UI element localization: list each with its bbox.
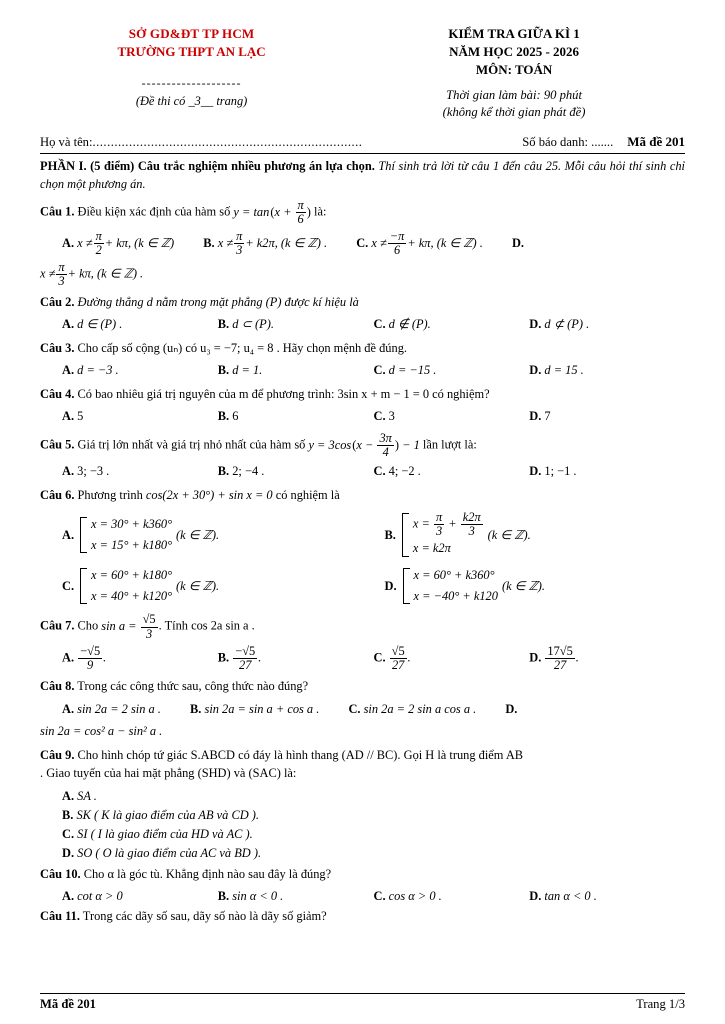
exam-code: Mã đề 201: [627, 134, 685, 149]
option-a[interactable]: A. 3; −3 .: [62, 464, 110, 479]
question-8-number: Câu 8.: [40, 678, 75, 693]
question-2-options: [40, 316, 685, 334]
question-3-number: Câu 3.: [40, 341, 75, 356]
subject: MÔN: TOÁN: [475, 62, 553, 77]
question-5-number: Câu 5.: [40, 437, 75, 452]
exam-title: KIỂM TRA GIỮA KÌ 1: [448, 26, 580, 41]
option-b[interactable]: B. sin 2a = sin a + cos a .: [190, 701, 320, 716]
question-7-options: [40, 645, 685, 672]
question-3-options: [40, 362, 685, 380]
header-right-block: [343, 26, 685, 120]
option-c[interactable]: C. x ≠ $\frac{-\pi}{6}$ + kπ, (k ∈ ℤ) .: [356, 229, 483, 258]
question-6-options-row2: [40, 565, 685, 607]
question-2-number: Câu 2.: [40, 295, 75, 310]
question-9-number: Câu 9.: [40, 747, 75, 762]
question-11-number: Câu 11.: [40, 908, 80, 923]
part-1-title: PHẦN I. (5 điểm) Câu trắc nghiệm nhiều phương án lựa chọn.: [40, 159, 375, 173]
footer-exam-code: Mã đề 201: [40, 997, 96, 1011]
question-7: [40, 613, 685, 640]
option-c[interactable]: C. d = −15 .: [373, 363, 437, 378]
question-10: [40, 866, 685, 884]
question-7-stem-post: . Tính cos 2a sin a .: [158, 618, 255, 633]
candidate-info-line: [40, 134, 685, 154]
question-10-number: Câu 10.: [40, 866, 81, 881]
page-footer: [40, 993, 685, 1012]
option-a[interactable]: A. $\frac{-√5}{9}$ .: [62, 643, 107, 672]
question-11: [40, 908, 685, 926]
school-name: TRƯỜNG THPT AN LẠC: [117, 44, 266, 59]
question-5-stem-pre: Giá trị lớn nhất và giá trị nhỏ nhất của hàm số: [74, 437, 309, 452]
option-d[interactable]: D. x = 60° + k360° x = −40° + k120 (k ∈ ℤ).: [384, 568, 546, 604]
school-year: NĂM HỌC 2025 - 2026: [449, 44, 580, 59]
option-d-label[interactable]: D.: [511, 235, 525, 250]
question-6-stem-post: có nghiệm là: [272, 488, 340, 503]
option-c[interactable]: C. d ∉ (P).: [373, 317, 431, 332]
question-8-stem: Trong các công thức sau, công thức nào đúng?: [74, 678, 309, 693]
question-7-stem-pre: Cho: [74, 618, 102, 633]
document-header: [40, 26, 685, 120]
option-d[interactable]: D. $\frac{17√5}{27}$ .: [529, 643, 579, 672]
option-d[interactable]: D. 1; −1 .: [529, 464, 577, 479]
question-2-stem: Đường thẳng d nằm trong mặt phẳng (P) được kí hiệu là: [74, 295, 359, 310]
question-5: [40, 432, 685, 459]
question-5-formula: y = 3cos (x − $\frac{3\pi}{4}$ ) − 1: [308, 431, 420, 460]
question-6-stem-pre: Phương trình: [74, 488, 146, 503]
part-1-note: Thí sinh trả lời từ câu 1 đến câu 25. Mỗi câu hỏi thí sinh chỉ chọn một phương án.: [40, 159, 685, 191]
option-c[interactable]: C. 3: [373, 409, 395, 424]
option-a[interactable]: A. cot α > 0: [62, 888, 123, 903]
question-1-option-d[interactable]: x ≠ $\frac{\pi}{3}$ + kπ, (k ∈ ℤ) .: [40, 260, 144, 289]
option-b[interactable]: B. x ≠ $\frac{\pi}{3}$ + k2π, (k ∈ ℤ) .: [203, 229, 328, 258]
option-b[interactable]: B. 2; −4 .: [217, 464, 265, 479]
question-4-stem: Có bao nhiêu giá trị nguyên của m để phương trình: 3sin x + m − 1 = 0 có nghiệm?: [74, 387, 490, 402]
option-a[interactable]: A. x ≠ $\frac{\pi}{2}$ + kπ, (k ∈ ℤ): [62, 229, 175, 258]
option-d[interactable]: D. d ⊄ (P) .: [529, 317, 590, 332]
department-name: SỞ GD&ĐT TP HCM: [128, 26, 255, 41]
header-divider-dashes: --------------------: [141, 76, 242, 90]
option-c[interactable]: C. sin 2a = 2 sin a cos a .: [348, 701, 477, 716]
option-b[interactable]: B. sin α < 0 .: [217, 888, 284, 903]
question-9-stem-part2: . Giao tuyến của hai mặt phẳng (SHD) và (SAC) là:: [40, 765, 297, 780]
question-9-stem-part1: Cho hình chóp tứ giác S.ABCD có đáy là hình thang (AD // BC). Gọi H là trung điểm AB: [74, 747, 524, 762]
question-9-options: [40, 787, 685, 864]
question-7-formula: sin a = $\frac{√5}{3}$: [101, 612, 156, 641]
question-3: [40, 340, 685, 358]
option-d[interactable]: D. 7: [529, 409, 551, 424]
option-a[interactable]: A. SA .: [62, 788, 97, 803]
question-9-stem-part2-line: [40, 765, 685, 783]
option-c[interactable]: C. 4; −2 .: [373, 464, 421, 479]
question-1: [40, 199, 685, 226]
question-10-options: [40, 888, 685, 906]
option-a[interactable]: A. sin 2a = 2 sin a .: [62, 701, 161, 716]
question-8-options: [40, 700, 685, 719]
case-bracket-icon: [402, 513, 409, 557]
question-8: [40, 678, 685, 696]
option-d[interactable]: D. SO ( O là giao điểm của AC và BD ).: [62, 846, 262, 861]
option-d-label[interactable]: D.: [505, 701, 518, 716]
option-d[interactable]: D. d = 15 .: [529, 363, 584, 378]
option-b[interactable]: B. d = 1.: [217, 363, 263, 378]
question-6: [40, 487, 685, 505]
name-dots: ..........................................................................: [92, 135, 363, 149]
duration: Thời gian làm bài: 90 phút: [446, 88, 582, 102]
question-1-stem-post: là:: [310, 204, 327, 219]
question-1-stem-pre: Điều kiện xác định của hàm số: [74, 204, 234, 219]
part-1-heading: [40, 158, 685, 193]
question-4-options: [40, 408, 685, 426]
case-bracket-icon: [80, 568, 87, 604]
option-c[interactable]: C. cos α > 0 .: [373, 888, 442, 903]
option-b[interactable]: B. 6: [217, 409, 239, 424]
question-2: [40, 294, 685, 312]
case-bracket-icon: [80, 517, 87, 553]
question-11-stem: Trong các dãy số sau, dãy số nào là dãy số giảm?: [79, 908, 327, 923]
footer-page-number: Trang 1/3: [636, 997, 685, 1011]
question-5-options: [40, 463, 685, 481]
question-3-stem: Cho cấp số cộng (uₙ) có u₃ = −7; u₄ = 8 . Hãy chọn mệnh đề đúng.: [74, 341, 407, 356]
candidate-number-label: Số báo danh: .......: [522, 135, 614, 149]
question-1-options: [40, 230, 685, 257]
option-d[interactable]: D. tan α < 0 .: [529, 888, 597, 903]
question-4: [40, 386, 685, 404]
option-a[interactable]: A. d = −3 .: [62, 363, 119, 378]
option-b[interactable]: B. d ⊂ (P).: [217, 317, 274, 332]
question-1-formula: y = tan (x + $\frac{\pi}{6}$ ): [233, 198, 311, 227]
option-a[interactable]: A. 5: [62, 409, 84, 424]
question-6-formula: cos(2x + 30°) + sin x = 0: [145, 488, 273, 503]
question-9: [40, 747, 685, 765]
option-b[interactable]: B. SK ( K là giao điểm của AB và CD ).: [62, 807, 259, 822]
question-7-number: Câu 7.: [40, 618, 75, 633]
question-6-number: Câu 6.: [40, 488, 75, 503]
question-10-stem: Cho α là góc tù. Khẳng định nào sau đây là đúng?: [80, 866, 332, 881]
option-a[interactable]: A. x = 30° + k360° x = 15° + k180° (k ∈ ℤ).: [62, 517, 220, 553]
question-5-stem-post: lần lượt là:: [419, 437, 477, 452]
option-b[interactable]: B. x = $\frac{\pi}{3}$ + $\frac{k2\pi}{3}$ x = k2π (k ∈ ℤ).: [363, 511, 686, 559]
option-c[interactable]: C. SI ( I là giao điểm của HD và AC ).: [62, 827, 253, 842]
question-1-number: Câu 1.: [40, 204, 75, 219]
page-count-note: (Đề thi có _3__ trang): [135, 94, 248, 108]
case-bracket-icon: [403, 568, 410, 604]
question-6-options-row1: [40, 511, 685, 559]
duration-note: (không kể thời gian phát đề): [442, 105, 586, 119]
option-a[interactable]: A. d ∈ (P) .: [62, 317, 123, 332]
header-left-block: [40, 26, 343, 109]
option-b[interactable]: B. $\frac{-√5}{27}$ .: [217, 643, 262, 672]
option-c[interactable]: C. $\frac{√5}{27}$ .: [373, 643, 411, 672]
question-8-option-d[interactable]: sin 2a = cos² a − sin² a .: [40, 724, 163, 739]
name-label: Họ và tên:: [40, 135, 93, 149]
question-4-number: Câu 4.: [40, 387, 75, 402]
option-c[interactable]: C. x = 60° + k180° x = 40° + k120° (k ∈ ℤ).: [62, 568, 220, 604]
